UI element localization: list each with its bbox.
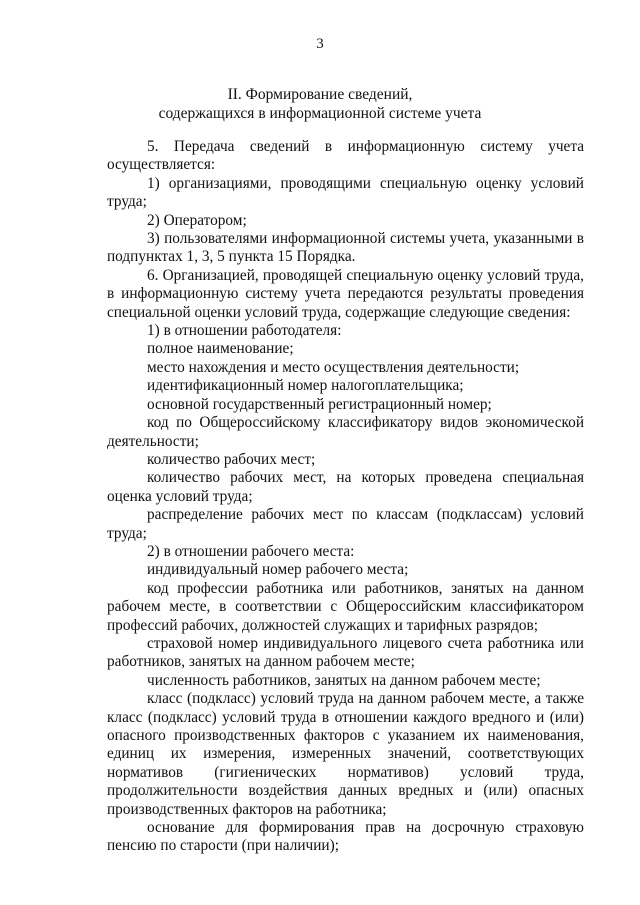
paragraph-line: рабочем месте, в соответствии с Общероссийским классификатором <box>107 598 584 616</box>
paragraph-line: труда; <box>107 524 147 542</box>
paragraph-line: класс (подкласс) условий труда в отношении каждого вредного и (или) <box>107 708 584 726</box>
paragraph <box>107 414 584 451</box>
paragraph-line: 6. Организацией, проводящей специальную оценку условий труда, <box>147 266 584 284</box>
paragraph-line: оценка условий труда; <box>107 487 253 505</box>
paragraph-line: продолжительности воздействия данных вредных и (или) опасных <box>107 782 584 800</box>
paragraph-line: количество рабочих мест, на которых проведена специальная <box>147 469 584 487</box>
paragraph-line: идентификационный номер налогоплательщика; <box>147 377 464 395</box>
paragraph <box>107 543 584 561</box>
paragraph <box>107 340 584 358</box>
paragraph-line: численность работников, занятых на данном рабочем месте; <box>147 671 541 689</box>
paragraph-line: код по Общероссийскому классификатору видов экономической <box>147 414 584 432</box>
paragraph-line: производственных факторов на работника; <box>107 800 387 818</box>
paragraph <box>107 690 584 819</box>
paragraph-line: распределение рабочих мест по классам (подклассам) условий <box>147 506 584 524</box>
paragraph <box>107 506 584 543</box>
paragraph <box>107 175 584 212</box>
paragraph <box>107 267 584 322</box>
paragraph-line: 2) Оператором; <box>147 211 247 229</box>
paragraph-line: осуществляется: <box>107 156 216 174</box>
document-body <box>107 138 584 856</box>
paragraph-line: страховой номер индивидуального лицевого счета работника или <box>147 634 584 652</box>
paragraph-line: основной государственный регистрационный номер; <box>147 395 492 413</box>
paragraph-line: пенсию по старости (при наличии); <box>107 837 339 855</box>
paragraph-line: единиц их измерения, измеренных значений, соответствующих <box>107 745 584 763</box>
paragraph-line: 2) в отношении рабочего места: <box>147 542 355 560</box>
paragraph-line: в информационную систему учета передаются результаты проведения <box>107 285 584 303</box>
paragraph-line: полное наименование; <box>147 340 294 358</box>
paragraph <box>107 672 584 690</box>
section-heading-line-2: содержащихся в информационной системе учета <box>158 105 482 122</box>
paragraph <box>107 138 584 175</box>
paragraph-line: специальной оценки условий труда, содержащие следующие сведения: <box>107 303 571 321</box>
paragraph <box>107 635 584 672</box>
paragraph-line: работников, занятых на данном рабочем месте; <box>107 653 415 671</box>
paragraph-line: место нахождения и место осуществления деятельности; <box>147 358 520 376</box>
paragraph <box>107 451 584 469</box>
paragraph-line: труда; <box>107 193 147 211</box>
page-number: 3 <box>316 36 324 52</box>
section-heading <box>0 85 640 123</box>
paragraph <box>107 322 584 340</box>
paragraph-line: 3) пользователями информационной системы учета, указанными в <box>147 230 584 248</box>
paragraph <box>107 212 584 230</box>
section-heading-line-1: II. Формирование сведений, <box>227 86 413 103</box>
paragraph-line: индивидуальный номер рабочего места; <box>147 561 409 579</box>
paragraph-line: основание для формирования прав на досрочную страховую <box>147 819 584 837</box>
paragraph-line: опасного производственных факторов с указанием их наименования, <box>107 727 584 744</box>
paragraph-line: профессий рабочих, должностей служащих и тарифных разрядов; <box>107 616 539 634</box>
paragraph-line: 1) в отношении работодателя: <box>147 322 342 340</box>
paragraph <box>107 377 584 395</box>
paragraph <box>107 580 584 635</box>
paragraph <box>107 561 584 579</box>
paragraph <box>107 469 584 506</box>
paragraph-line: код профессии работника или работников, занятых на данном <box>147 579 584 597</box>
paragraph <box>107 819 584 856</box>
paragraph-line: 1) организациями, проводящими специальную оценку условий <box>147 174 584 192</box>
paragraph-line: деятельности; <box>107 432 199 450</box>
paragraph <box>107 359 584 377</box>
paragraph-line: класс (подкласс) условий труда на данном рабочем месте, а также <box>147 690 584 708</box>
paragraph-line: подпунктах 1, 3, 5 пункта 15 Порядка. <box>107 248 356 266</box>
paragraph-line: количество рабочих мест; <box>147 450 316 468</box>
paragraph <box>107 230 584 267</box>
paragraph <box>107 396 584 414</box>
paragraph-line: нормативов (гигиенических нормативов) условий труда, <box>107 763 584 781</box>
paragraph-line: 5. Передача сведений в информационную систему учета <box>147 138 584 155</box>
